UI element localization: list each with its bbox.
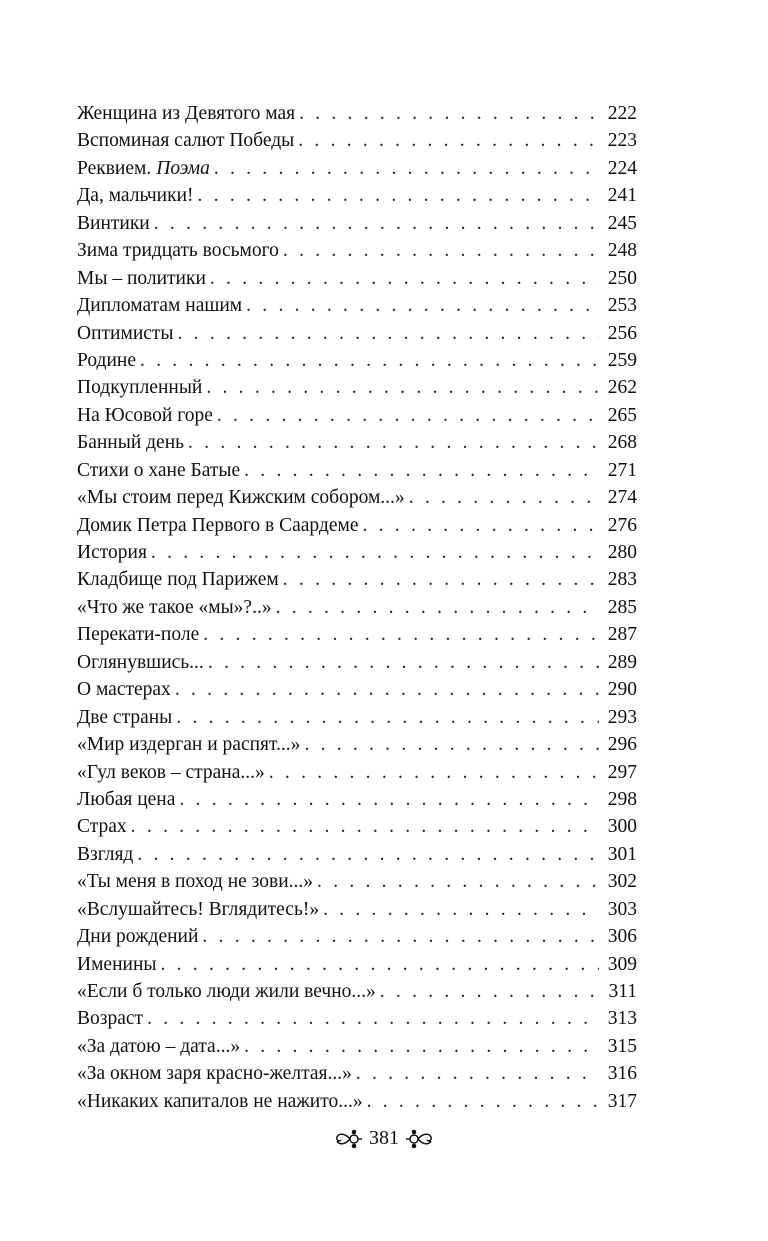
- toc-leader-dots: [283, 237, 599, 264]
- page-footer: [0, 1127, 768, 1150]
- toc-leader-dots: [175, 676, 599, 703]
- toc-entry-title: «Никаких капиталов не нажито...»: [77, 1090, 363, 1112]
- toc-entry-page: 283: [607, 569, 637, 591]
- toc-entry[interactable]: [77, 731, 637, 758]
- toc-entry-page: 245: [607, 212, 637, 234]
- toc-leader-dots: [140, 347, 599, 374]
- toc-entry-page: 241: [607, 185, 637, 207]
- toc-entry-page: 262: [607, 377, 637, 399]
- fleuron-left-icon: [333, 1129, 363, 1149]
- toc-entry-page: 289: [607, 651, 637, 673]
- fleuron-right-icon: [405, 1129, 435, 1149]
- toc-entry-title: О мастерах: [77, 679, 171, 701]
- toc-leader-dots: [283, 566, 599, 593]
- toc-entry-page: 306: [607, 926, 637, 948]
- toc-entry-page: 315: [607, 1035, 637, 1057]
- toc-entry[interactable]: [77, 951, 637, 978]
- toc-entry[interactable]: [77, 347, 637, 374]
- toc-entry-title: Да, мальчики!: [77, 185, 194, 207]
- toc-entry[interactable]: [77, 621, 637, 648]
- toc-leader-dots: [179, 786, 599, 813]
- toc-entry-page: 285: [607, 596, 637, 618]
- toc-leader-dots: [217, 402, 599, 429]
- toc-entry[interactable]: [77, 786, 637, 813]
- table-of-contents: [77, 100, 637, 1115]
- toc-entry[interactable]: [77, 265, 637, 292]
- toc-entry-title: «Если б только люди жили вечно...»: [77, 981, 376, 1002]
- toc-entry-page: 222: [607, 103, 637, 124]
- toc-entry-title: «Гул веков – страна...»: [77, 761, 265, 783]
- toc-entry-page: 303: [607, 898, 637, 920]
- toc-entry[interactable]: [77, 896, 637, 923]
- toc-leader-dots: [269, 759, 599, 786]
- toc-leader-dots: [356, 1060, 599, 1087]
- page-number: 381: [369, 1127, 399, 1149]
- toc-entry[interactable]: [77, 127, 637, 154]
- toc-entry-title: Реквием. Поэма: [77, 157, 210, 179]
- toc-entry-title: Две страны: [77, 706, 173, 728]
- toc-leader-dots: [367, 1088, 599, 1115]
- toc-entry-title: Дни рождений: [77, 926, 199, 948]
- toc-entry-title: «Мы стоим перед Кижским собором...»: [77, 487, 405, 509]
- toc-entry-title: История: [77, 542, 147, 563]
- toc-leader-dots: [409, 484, 599, 511]
- toc-entry[interactable]: [77, 402, 637, 429]
- toc-entry[interactable]: [77, 539, 637, 566]
- toc-leader-dots: [137, 841, 599, 868]
- toc-entry-title: Любая цена: [77, 788, 176, 810]
- toc-entry-title: Взгляд: [77, 843, 134, 865]
- toc-leader-dots: [323, 896, 599, 923]
- toc-entry-title: Винтики: [77, 212, 150, 234]
- toc-entry-title: «Мир издерган и распят...»: [77, 734, 301, 756]
- toc-leader-dots: [317, 868, 599, 895]
- toc-leader-dots: [176, 704, 599, 731]
- toc-entry[interactable]: [77, 1005, 637, 1032]
- toc-entry-title: Мы – политики: [77, 267, 206, 289]
- toc-entry-title: Стихи о хане Батые: [77, 459, 241, 481]
- toc-leader-dots: [244, 1033, 599, 1060]
- toc-entry-page: 297: [607, 761, 637, 783]
- toc-entry-title: Кладбище под Парижем: [77, 569, 279, 591]
- toc-entry-title: На Юсовой горе: [77, 404, 213, 426]
- toc-entry-page: 290: [607, 679, 637, 701]
- toc-entry[interactable]: [77, 457, 637, 484]
- toc-leader-dots: [161, 951, 600, 978]
- toc-entry-subtitle: Поэма: [156, 157, 210, 179]
- toc-entry-title: Женщина из Девятого мая: [77, 103, 296, 124]
- toc-leader-dots: [363, 512, 600, 539]
- toc-entry[interactable]: [77, 759, 637, 786]
- toc-entry-list: [77, 100, 637, 1115]
- toc-leader-dots: [299, 100, 599, 127]
- toc-entry[interactable]: [77, 1033, 637, 1060]
- toc-entry-page: 280: [607, 542, 637, 563]
- toc-entry-page: 311: [608, 981, 637, 1002]
- toc-entry-page: 223: [607, 130, 637, 152]
- toc-entry-title: Страх: [77, 816, 127, 838]
- toc-entry-title: «Вслушайтесь! Вглядитесь!»: [77, 898, 320, 920]
- toc-leader-dots: [214, 155, 599, 182]
- toc-entry[interactable]: [77, 210, 637, 237]
- toc-entry[interactable]: [77, 978, 637, 1005]
- toc-leader-dots: [178, 320, 599, 347]
- toc-entry-page: 313: [607, 1008, 637, 1030]
- toc-leader-dots: [244, 457, 599, 484]
- toc-entry[interactable]: [77, 1060, 637, 1087]
- toc-entry-page: 271: [607, 459, 637, 481]
- toc-entry[interactable]: [77, 1088, 637, 1115]
- toc-entry-page: 302: [607, 871, 637, 893]
- toc-leader-dots: [202, 923, 599, 950]
- toc-leader-dots: [208, 649, 599, 676]
- toc-entry-page: 296: [607, 734, 637, 756]
- toc-entry-title: Именины: [77, 953, 157, 975]
- toc-leader-dots: [206, 374, 599, 401]
- toc-entry-page: 298: [607, 788, 637, 810]
- toc-leader-dots: [131, 813, 599, 840]
- toc-entry[interactable]: [77, 813, 637, 840]
- toc-entry-page: 276: [607, 514, 637, 536]
- toc-entry-title: Дипломатам нашим: [77, 295, 243, 317]
- toc-entry-page: 309: [607, 953, 637, 975]
- toc-leader-dots: [298, 127, 599, 154]
- toc-entry-page: 253: [607, 295, 637, 317]
- toc-entry-page: 274: [607, 487, 637, 509]
- toc-leader-dots: [147, 1005, 599, 1032]
- toc-leader-dots: [210, 265, 599, 292]
- toc-entry[interactable]: [77, 923, 637, 950]
- toc-entry-title: Вспоминая салют Победы: [77, 130, 295, 152]
- toc-leader-dots: [276, 594, 599, 621]
- toc-entry[interactable]: [77, 704, 637, 731]
- toc-entry-page: 224: [607, 157, 637, 179]
- toc-entry[interactable]: [77, 841, 637, 868]
- toc-entry[interactable]: [77, 155, 637, 182]
- toc-entry-page: 256: [607, 322, 637, 344]
- toc-entry[interactable]: [77, 429, 637, 456]
- toc-leader-dots: [380, 978, 599, 1005]
- toc-entry-title: Возраст: [77, 1008, 144, 1030]
- toc-entry-title: Родине: [77, 349, 136, 371]
- toc-entry[interactable]: [77, 100, 637, 127]
- toc-entry-page: 248: [607, 240, 637, 262]
- toc-entry-title: Зима тридцать восьмого: [77, 240, 279, 262]
- toc-entry[interactable]: [77, 649, 637, 676]
- toc-entry[interactable]: [77, 374, 637, 401]
- toc-entry-page: 287: [607, 624, 637, 646]
- toc-leader-dots: [154, 210, 599, 237]
- toc-entry[interactable]: [77, 512, 637, 539]
- toc-entry[interactable]: [77, 594, 637, 621]
- toc-entry[interactable]: [77, 182, 637, 209]
- toc-leader-dots: [203, 621, 599, 648]
- toc-entry-page: 316: [607, 1063, 637, 1085]
- toc-entry-page: 317: [607, 1090, 637, 1112]
- toc-entry-page: 265: [607, 404, 637, 426]
- toc-entry-title: Перекати-поле: [77, 624, 200, 646]
- toc-leader-dots: [304, 731, 599, 758]
- toc-entry[interactable]: [77, 292, 637, 319]
- toc-entry-page: 293: [607, 706, 637, 728]
- toc-entry[interactable]: [77, 320, 637, 347]
- toc-entry[interactable]: [77, 868, 637, 895]
- toc-entry-title: Подкупленный: [77, 377, 203, 399]
- toc-entry-title: «Что же такое «мы»?..»: [77, 596, 272, 618]
- toc-entry[interactable]: [77, 676, 637, 703]
- toc-leader-dots: [198, 182, 599, 209]
- toc-leader-dots: [246, 292, 599, 319]
- toc-entry-page: 259: [607, 349, 637, 371]
- toc-entry[interactable]: [77, 237, 637, 264]
- toc-entry-title: Оптимисты: [77, 322, 174, 344]
- toc-leader-dots: [188, 429, 599, 456]
- toc-entry-page: 301: [607, 843, 637, 865]
- toc-entry-title: Банный день: [77, 432, 185, 454]
- toc-entry[interactable]: [77, 566, 637, 593]
- toc-leader-dots: [151, 539, 599, 566]
- toc-entry-page: 250: [607, 267, 637, 289]
- toc-entry-title: «Ты меня в поход не зови...»: [77, 871, 314, 893]
- toc-entry-title: Оглянувшись...: [77, 651, 204, 673]
- toc-entry-title: «За датою – дата...»: [77, 1035, 241, 1057]
- toc-entry-page: 300: [607, 816, 637, 838]
- toc-entry-title: Домик Петра Первого в Саардеме: [77, 514, 359, 536]
- toc-entry-page: 268: [607, 432, 637, 454]
- toc-entry-title: «За окном заря красно-желтая...»: [77, 1063, 352, 1085]
- toc-entry[interactable]: [77, 484, 637, 511]
